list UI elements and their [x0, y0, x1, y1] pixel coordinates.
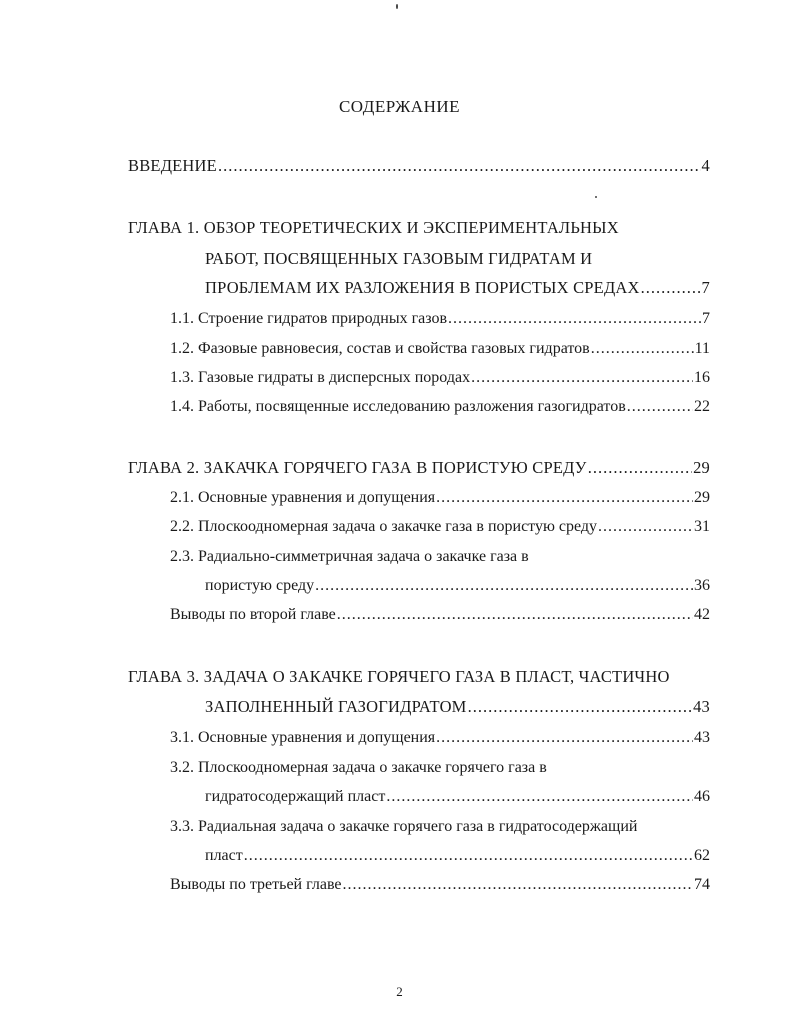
toc-page-number: 16	[694, 369, 710, 386]
dot-leader	[315, 577, 693, 595]
toc-section-1-2[interactable]	[170, 340, 710, 362]
toc-page-number: 31	[694, 518, 710, 535]
toc-entry-label: ПРОБЛЕМАМ ИХ РАЗЛОЖЕНИЯ В ПОРИСТЫХ СРЕДАХ	[205, 278, 640, 297]
dot-leader	[218, 156, 701, 176]
toc-page-number: 62	[694, 847, 710, 864]
dot-leader	[641, 278, 701, 298]
scan-speck	[595, 196, 597, 198]
toc-page-number: 22	[694, 398, 710, 415]
dot-leader	[471, 369, 693, 387]
toc-page-number: 29	[693, 458, 710, 477]
dot-leader	[436, 489, 693, 507]
page-number: 2	[396, 984, 403, 999]
toc-page-number: 46	[694, 788, 710, 805]
toc-entry-label: 2.1. Основные уравнения и допущения	[170, 489, 436, 506]
toc-page-number: 36	[694, 577, 710, 594]
toc-entry-label: 3.1. Основные уравнения и допущения	[170, 729, 436, 746]
toc-section-1-1[interactable]	[170, 310, 710, 332]
toc-chapter-3-heading-line-1[interactable]: ГЛАВА 3. ЗАДАЧА О ЗАКАЧКЕ ГОРЯЧЕГО ГАЗА В ПЛАСТ, ЧАСТИЧНО	[128, 667, 670, 686]
toc-entry-label: Выводы по второй главе	[170, 606, 336, 623]
dot-leader	[436, 729, 693, 747]
toc-chapter-1-heading-line-1[interactable]: ГЛАВА 1. ОБЗОР ТЕОРЕТИЧЕСКИХ И ЭКСПЕРИМЕНТАЛЬНЫХ	[128, 218, 619, 237]
dot-leader	[448, 310, 701, 328]
toc-section-2-2[interactable]	[170, 518, 710, 540]
dot-leader	[386, 788, 693, 806]
dot-leader	[343, 876, 694, 894]
dot-leader	[627, 398, 693, 416]
dot-leader	[337, 606, 693, 624]
toc-entry-label: Выводы по третьей главе	[170, 876, 342, 893]
toc-entry-label: 1.2. Фазовые равновесия, состав и свойства газовых гидратов	[170, 340, 590, 357]
toc-section-1-4[interactable]	[170, 398, 710, 420]
toc-conclusions-chapter-3[interactable]	[170, 876, 710, 898]
toc-section-2-1[interactable]	[170, 489, 710, 511]
toc-entry-label: ГЛАВА 2. ЗАКАЧКА ГОРЯЧЕГО ГАЗА В ПОРИСТУЮ СРЕДУ	[128, 458, 587, 477]
toc-entry-label: пористую среду	[205, 577, 315, 594]
toc-chapter-2-heading[interactable]	[128, 458, 710, 480]
toc-page-number: 42	[694, 606, 710, 623]
toc-page-number: 43	[693, 697, 710, 716]
toc-entry-label: 2.2. Плоскоодномерная задача о закачке газа в пористую среду	[170, 518, 598, 535]
toc-page-number: 4	[701, 156, 710, 175]
toc-entry-label: ЗАПОЛНЕННЫЙ ГАЗОГИДРАТОМ	[205, 697, 467, 716]
toc-entry-label: гидратосодержащий пласт	[205, 788, 386, 805]
toc-section-2-3-line-2[interactable]	[205, 577, 710, 599]
toc-conclusions-chapter-2[interactable]	[170, 606, 710, 628]
toc-page-number: 74	[694, 876, 710, 893]
toc-page-number: 7	[702, 310, 710, 327]
dot-leader	[468, 697, 693, 717]
toc-section-3-3-line-2[interactable]	[205, 847, 710, 869]
toc-entry-label: 1.1. Строение гидратов природных газов	[170, 310, 448, 327]
toc-section-3-1[interactable]	[170, 729, 710, 751]
toc-chapter-1-heading-line-2[interactable]: РАБОТ, ПОСВЯЩЕННЫХ ГАЗОВЫМ ГИДРАТАМ И	[205, 249, 593, 268]
toc-entry-label: 1.3. Газовые гидраты в дисперсных породах	[170, 369, 471, 386]
dot-leader	[244, 847, 693, 865]
toc-section-1-3[interactable]	[170, 369, 710, 391]
toc-page-number: 11	[694, 340, 710, 357]
toc-entry-label: ВВЕДЕНИЕ	[128, 156, 217, 175]
dot-leader	[598, 518, 693, 536]
dot-leader	[588, 458, 692, 478]
page-title: СОДЕРЖАНИЕ	[338, 97, 461, 116]
dot-leader	[591, 340, 694, 358]
toc-chapter-3-heading-line-2[interactable]	[205, 697, 710, 719]
scan-speck	[396, 4, 398, 9]
toc-page-number: 7	[701, 278, 710, 297]
toc-section-3-3-line-1[interactable]: 3.3. Радиальная задача о закачке горячего газа в гидратосодержащий	[170, 818, 638, 835]
toc-section-3-2-line-2[interactable]	[205, 788, 710, 810]
toc-page-number: 29	[694, 489, 710, 506]
toc-section-3-2-line-1[interactable]: 3.2. Плоскоодномерная задача о закачке горячего газа в	[170, 759, 547, 776]
toc-entry-label: 1.4. Работы, посвященные исследованию разложения газогидратов	[170, 398, 626, 415]
toc-section-2-3-line-1[interactable]: 2.3. Радиально-симметричная задача о закачке газа в	[170, 548, 529, 565]
toc-entry-intro[interactable]	[128, 156, 710, 178]
toc-chapter-1-heading-line-3[interactable]	[205, 278, 710, 300]
toc-page-number: 43	[694, 729, 710, 746]
toc-entry-label: пласт	[205, 847, 243, 864]
